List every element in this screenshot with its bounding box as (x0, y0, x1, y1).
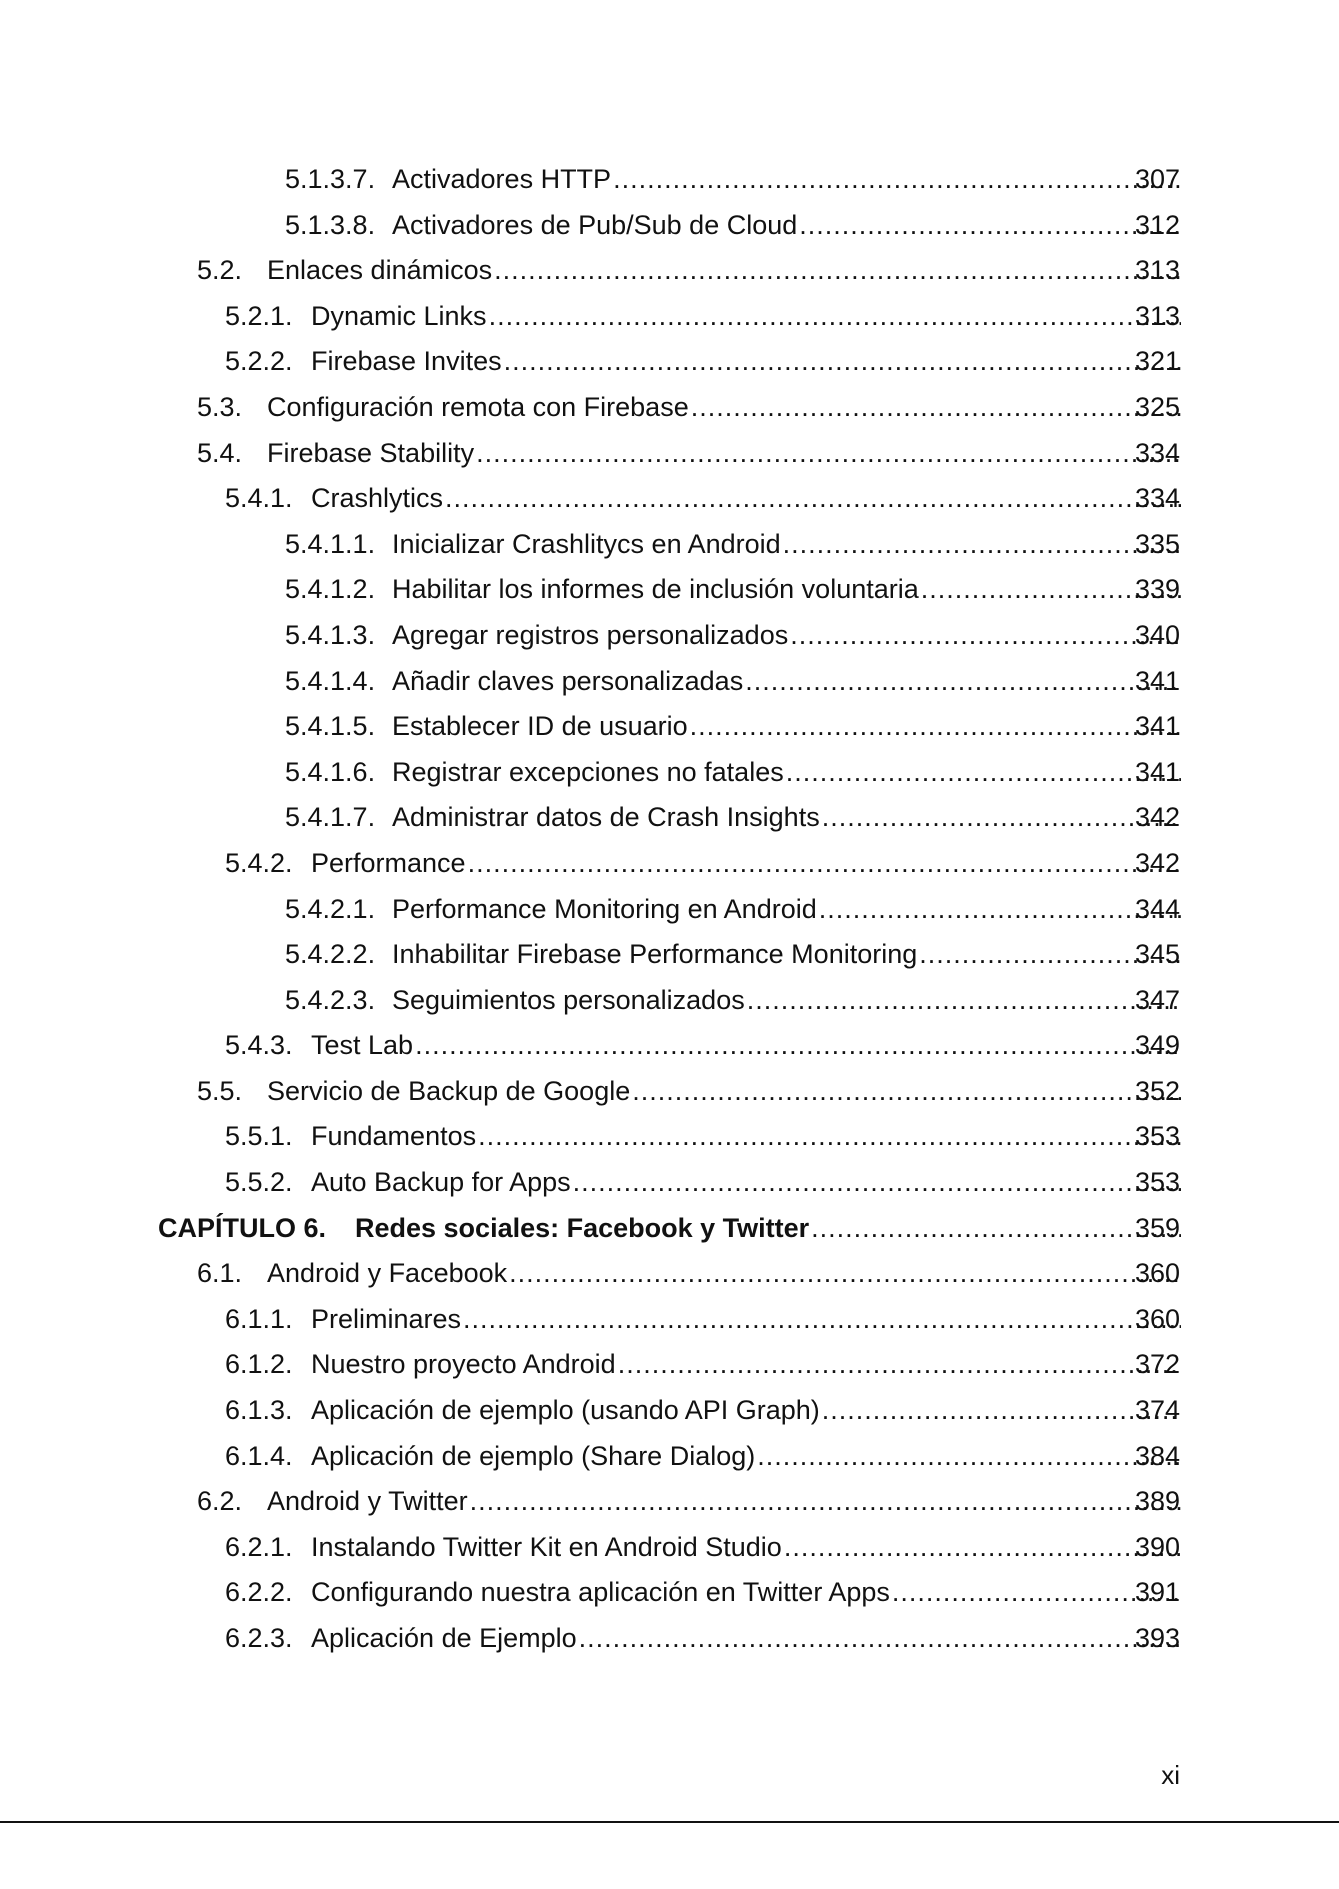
toc-entry-body (0, 385, 1181, 431)
dot-leader (494, 248, 1181, 294)
dot-leader (504, 339, 1181, 385)
toc-entry-number: 6.1.3. (225, 1395, 293, 1426)
toc-row[interactable] (0, 248, 1339, 294)
toc-row[interactable] (0, 1388, 1339, 1434)
toc-row[interactable] (0, 795, 1339, 841)
toc-entry-title: Aplicación de Ejemplo (311, 1623, 577, 1653)
toc-entry-number: 6.1. (197, 1258, 243, 1289)
toc-entry-page: 325 (1134, 391, 1180, 422)
dot-leader (783, 522, 1181, 568)
toc-row[interactable] (0, 704, 1339, 750)
toc-entry-page: 347 (1134, 984, 1180, 1015)
toc-entry-title: Firebase Stability (267, 437, 475, 468)
dot-leader (691, 385, 1181, 431)
toc-row[interactable] (0, 1616, 1339, 1662)
toc-entry-title: Nuestro proyecto Android (311, 1349, 616, 1380)
toc-entry-body (0, 1388, 1181, 1434)
toc-entry-number: 6.1.1. (225, 1303, 293, 1334)
toc-entry-title: Crashlytics (311, 483, 444, 514)
toc-entry-page: 391 (1134, 1577, 1180, 1608)
toc-entry-page: 360 (1134, 1303, 1180, 1334)
toc-entry-body (0, 887, 1181, 933)
toc-entry-body (0, 613, 1181, 659)
toc-row[interactable] (0, 1342, 1339, 1388)
toc-entry-number: 5.2.1. (225, 300, 293, 331)
toc-row[interactable] (0, 522, 1339, 568)
toc-entry-page: 390 (1134, 1531, 1180, 1562)
dot-leader (822, 1388, 1181, 1434)
toc-entry-body (0, 1206, 1181, 1252)
toc-entry-body (0, 522, 1181, 568)
toc-entry-body (0, 203, 1181, 249)
dot-leader (415, 1023, 1181, 1069)
toc-entry-number: 6.1.2. (225, 1349, 293, 1380)
toc-entry-body (0, 1114, 1181, 1160)
toc-entry-title: Establecer ID de usuario (392, 711, 688, 742)
toc-chapter-row[interactable] (0, 1206, 1339, 1252)
toc-entry-page: 341 (1134, 665, 1180, 696)
toc-entry-title: Redes sociales: Facebook y Twitter (355, 1212, 810, 1243)
toc-entry-page: 321 (1134, 346, 1180, 377)
toc-entry-body (0, 1479, 1181, 1525)
toc-row[interactable] (0, 294, 1339, 340)
toc-entry-number: 5.2. (197, 255, 243, 286)
toc-entry-title: Configurando nuestra aplicación en Twitter Apps (311, 1577, 890, 1608)
toc-row[interactable] (0, 567, 1339, 613)
toc-entry-body (0, 1616, 1181, 1662)
toc-entry-title: Auto Backup for Apps (311, 1167, 571, 1198)
dot-leader (478, 1114, 1181, 1160)
toc-row[interactable] (0, 339, 1339, 385)
table-of-contents (0, 157, 1339, 1662)
toc-entry-title: Dynamic Links (311, 300, 487, 331)
toc-entry-number: 5.4.1.7. (285, 802, 376, 833)
toc-row[interactable] (0, 1525, 1339, 1571)
dot-leader (819, 887, 1181, 933)
toc-entry-number: CAPÍTULO 6. (158, 1212, 327, 1243)
toc-entry-number: 5.5. (197, 1075, 243, 1106)
toc-row[interactable] (0, 1023, 1339, 1069)
toc-row[interactable] (0, 203, 1339, 249)
toc-row[interactable] (0, 932, 1339, 978)
toc-entry-number: 5.2.2. (225, 346, 293, 377)
toc-entry-page: 384 (1134, 1440, 1180, 1471)
toc-row[interactable] (0, 1297, 1339, 1343)
toc-entry-title: Registrar excepciones no fatales (392, 756, 784, 787)
toc-entry-number: 5.4.1. (225, 483, 293, 514)
toc-row[interactable] (0, 841, 1339, 887)
toc-entry-body (0, 795, 1181, 841)
toc-entry-title: Android y Twitter (267, 1486, 468, 1517)
page-number: xi (1161, 1760, 1180, 1790)
dot-leader (632, 1069, 1181, 1115)
toc-entry-number: 5.4. (197, 437, 243, 468)
toc-entry-title: Activadores de Pub/Sub de Cloud (392, 209, 798, 240)
dot-leader (784, 1525, 1181, 1571)
dot-leader (811, 1206, 1181, 1252)
toc-entry-title: Performance Monitoring en Android (392, 893, 817, 924)
toc-entry-title: Agregar registros personalizados (392, 619, 789, 650)
toc-entry-page: 393 (1134, 1623, 1180, 1653)
toc-entry-title: Instalando Twitter Kit en Android Studio (311, 1531, 782, 1562)
dot-leader (489, 294, 1181, 340)
toc-row[interactable] (0, 385, 1339, 431)
dot-leader (799, 203, 1181, 249)
toc-entry-body (0, 1297, 1181, 1343)
toc-row[interactable] (0, 659, 1339, 705)
toc-entry-title: Añadir claves personalizadas (392, 665, 744, 696)
toc-entry-page: 312 (1134, 209, 1180, 240)
dot-leader (822, 795, 1181, 841)
toc-row[interactable] (0, 1114, 1339, 1160)
dot-leader (509, 1251, 1181, 1297)
toc-row[interactable] (0, 431, 1339, 477)
toc-entry-body (0, 1160, 1181, 1206)
toc-entry-body (0, 567, 1181, 613)
toc-entry-number: 6.1.4. (225, 1440, 293, 1471)
toc-entry-body (0, 1570, 1181, 1616)
toc-row[interactable] (0, 1434, 1339, 1480)
toc-row[interactable] (0, 1251, 1339, 1297)
toc-entry-number: 5.1.3.8. (285, 209, 376, 240)
toc-entry-body (0, 248, 1181, 294)
toc-entry-number: 6.2. (197, 1486, 243, 1517)
toc-entry-page: 372 (1134, 1349, 1180, 1380)
toc-entry-number: 5.4.2.1. (285, 893, 376, 924)
toc-entry-body (0, 1069, 1181, 1115)
toc-entry-page: 342 (1134, 847, 1180, 878)
toc-entry-body (0, 339, 1181, 385)
dot-leader (747, 978, 1181, 1024)
toc-entry-body (0, 978, 1181, 1024)
toc-entry-number: 5.5.2. (225, 1167, 293, 1198)
toc-entry-number: 6.2.3. (225, 1623, 293, 1653)
toc-entry-body (0, 1342, 1181, 1388)
toc-entry-number: 5.4.2.2. (285, 939, 376, 970)
toc-entry-title: Fundamentos (311, 1121, 477, 1152)
dot-leader (476, 431, 1181, 477)
toc-entry-body (0, 1434, 1181, 1480)
toc-entry-number: 5.5.1. (225, 1121, 293, 1152)
toc-entry-page: 360 (1134, 1258, 1180, 1289)
toc-row[interactable] (0, 887, 1339, 933)
toc-entry-page: 344 (1134, 893, 1180, 924)
toc-entry-title: Performance (311, 847, 466, 878)
toc-entry-title: Inicializar Crashlitycs en Android (392, 528, 781, 559)
dot-leader (786, 750, 1181, 796)
toc-entry-number: 5.4.1.6. (285, 756, 376, 787)
toc-entry-number: 5.1.3.7. (285, 164, 376, 194)
toc-entry-number: 5.3. (197, 391, 243, 422)
toc-row[interactable] (0, 1570, 1339, 1616)
toc-row[interactable] (0, 613, 1339, 659)
toc-entry-page: 341 (1134, 711, 1180, 742)
toc-entry-title: Servicio de Backup de Google (267, 1075, 631, 1106)
dot-leader (579, 1616, 1181, 1662)
dot-leader (613, 157, 1181, 203)
toc-row[interactable] (0, 476, 1339, 522)
dot-leader (463, 1297, 1181, 1343)
toc-entry-body (0, 659, 1181, 705)
toc-entry-title: Habilitar los informes de inclusión voluntaria (392, 574, 919, 605)
toc-entry-page: 307 (1134, 164, 1180, 194)
toc-row[interactable] (0, 978, 1339, 1024)
toc-entry-title: Administrar datos de Crash Insights (392, 802, 820, 833)
toc-entry-number: 6.2.1. (225, 1531, 293, 1562)
toc-entry-body (0, 476, 1181, 522)
dot-leader (790, 613, 1181, 659)
dot-leader (757, 1434, 1181, 1480)
dot-leader (690, 704, 1181, 750)
toc-entry-page: 313 (1134, 255, 1180, 286)
toc-entry-page: 334 (1134, 483, 1180, 514)
footer-rule (0, 1821, 1339, 1823)
toc-row[interactable] (0, 750, 1339, 796)
toc-entry-body (0, 704, 1181, 750)
toc-entry-title: Aplicación de ejemplo (Share Dialog) (311, 1440, 756, 1471)
toc-entry-title: Preliminares (311, 1303, 462, 1334)
toc-entry-body (0, 157, 1181, 203)
toc-entry-page: 341 (1134, 756, 1180, 787)
toc-entry-title: Android y Facebook (267, 1258, 508, 1289)
toc-entry-title: Test Lab (311, 1030, 414, 1061)
toc-entry-title: Inhabilitar Firebase Performance Monitoring (392, 939, 918, 970)
toc-entry-page: 353 (1134, 1167, 1180, 1198)
toc-row[interactable] (0, 1160, 1339, 1206)
toc-entry-page: 349 (1134, 1030, 1180, 1061)
dot-leader (470, 1479, 1181, 1525)
toc-entry-body (0, 294, 1181, 340)
toc-entry-page: 340 (1134, 619, 1180, 650)
toc-entry-page: 359 (1134, 1212, 1180, 1243)
dot-leader (468, 841, 1181, 887)
toc-entry-page: 352 (1134, 1075, 1180, 1106)
toc-entry-title: Aplicación de ejemplo (usando API Graph) (311, 1395, 820, 1426)
toc-entry-title: Configuración remota con Firebase (267, 391, 689, 422)
toc-entry-title: Activadores HTTP (392, 164, 612, 194)
toc-entry-number: 5.4.1.4. (285, 665, 376, 696)
toc-entry-body (0, 932, 1181, 978)
toc-row[interactable] (0, 1069, 1339, 1115)
toc-entry-number: 5.4.2.3. (285, 984, 376, 1015)
toc-entry-body (0, 1251, 1181, 1297)
toc-entry-body (0, 841, 1181, 887)
toc-entry-page: 313 (1134, 300, 1180, 331)
toc-entry-page: 353 (1134, 1121, 1180, 1152)
dot-leader (445, 476, 1181, 522)
toc-entry-number: 5.4.1.3. (285, 619, 376, 650)
toc-entry-body (0, 750, 1181, 796)
toc-row[interactable] (0, 157, 1339, 203)
toc-entry-page: 334 (1134, 437, 1180, 468)
toc-entry-page: 389 (1134, 1486, 1180, 1517)
toc-entry-page: 345 (1134, 939, 1180, 970)
toc-entry-body (0, 1525, 1181, 1571)
toc-entry-body (0, 1023, 1181, 1069)
dot-leader (618, 1342, 1181, 1388)
toc-entry-page: 342 (1134, 802, 1180, 833)
toc-entry-number: 5.4.1.5. (285, 711, 376, 742)
toc-entry-page: 339 (1134, 574, 1180, 605)
dot-leader (745, 659, 1181, 705)
toc-entry-body (0, 431, 1181, 477)
toc-entry-number: 5.4.1.2. (285, 574, 376, 605)
toc-entry-page: 374 (1134, 1395, 1180, 1426)
toc-entry-number: 6.2.2. (225, 1577, 293, 1608)
toc-entry-title: Firebase Invites (311, 346, 502, 377)
toc-entry-title: Seguimientos personalizados (392, 984, 745, 1015)
toc-entry-page: 335 (1134, 528, 1180, 559)
toc-entry-number: 5.4.3. (225, 1030, 293, 1061)
toc-entry-number: 5.4.2. (225, 847, 293, 878)
dot-leader (573, 1160, 1181, 1206)
toc-entry-number: 5.4.1.1. (285, 528, 376, 559)
toc-row[interactable] (0, 1479, 1339, 1525)
toc-entry-title: Enlaces dinámicos (267, 255, 493, 286)
